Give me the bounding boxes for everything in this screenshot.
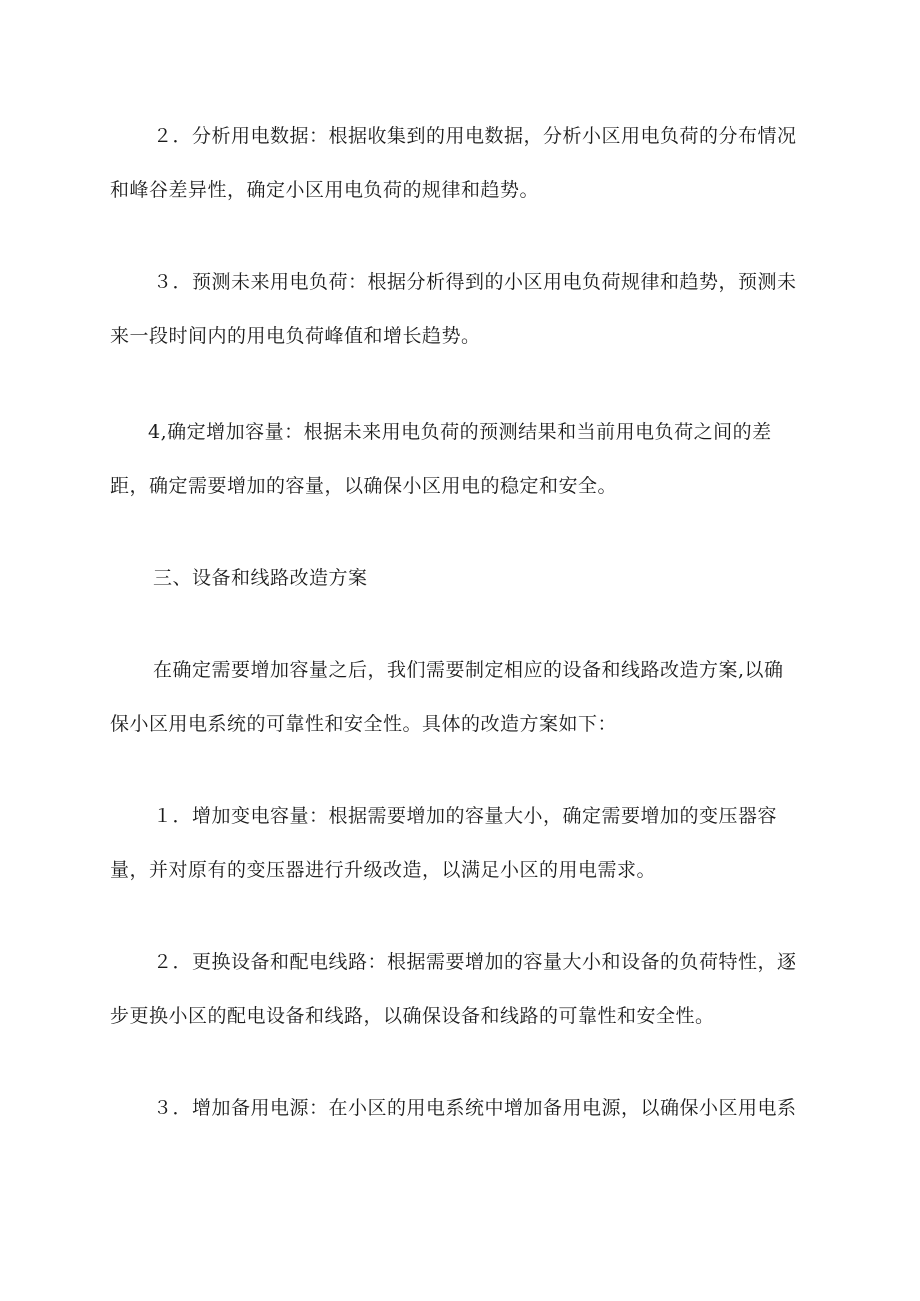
paragraph-2-analyze-line-1: ２．分析用电数据：根据收集到的用电数据，分析小区用电负荷的分布情况	[153, 125, 797, 147]
item-1-substation-line-2: 量，并对原有的变压器进行升级改造，以满足小区的用电需求。	[110, 859, 657, 881]
item-2-replace-line-2: 步更换小区的配电设备和线路，以确保设备和线路的可靠性和安全性。	[110, 1005, 715, 1027]
paragraph-3-forecast-line-1: ３．预测未来用电负荷：根据分析得到的小区用电负荷规律和趋势，预测未	[153, 271, 797, 293]
item-1-substation-line-1: １．增加变电容量：根据需要增加的容量大小，确定需要增加的变压器容	[153, 805, 778, 827]
paragraph-4-capacity-line-2: 距，确定需要增加的容量，以确保小区用电的稳定和安全。	[110, 475, 618, 497]
item-3-backup-line-1: ３．增加备用电源：在小区的用电系统中增加备用电源，以确保小区用电系	[153, 1097, 797, 1119]
section-intro-line-1: 在确定需要增加容量之后，我们需要制定相应的设备和线路改造方案,以确	[153, 659, 784, 681]
paragraph-4-capacity-line-1: 4,确定增加容量：根据未来用电负荷的预测结果和当前用电负荷之间的差	[148, 421, 772, 443]
paragraph-2-analyze-line-2: 和峰谷差异性，确定小区用电负荷的规律和趋势。	[110, 179, 540, 201]
section-intro-line-2: 保小区用电系统的可靠性和安全性。具体的改造方案如下：	[110, 713, 618, 735]
section-heading: 三、设备和线路改造方案	[153, 567, 368, 589]
paragraph-3-forecast-line-2: 来一段时间内的用电负荷峰值和增长趋势。	[110, 325, 481, 347]
item-2-replace-line-1: ２．更换设备和配电线路：根据需要增加的容量大小和设备的负荷特性，逐	[153, 951, 797, 973]
